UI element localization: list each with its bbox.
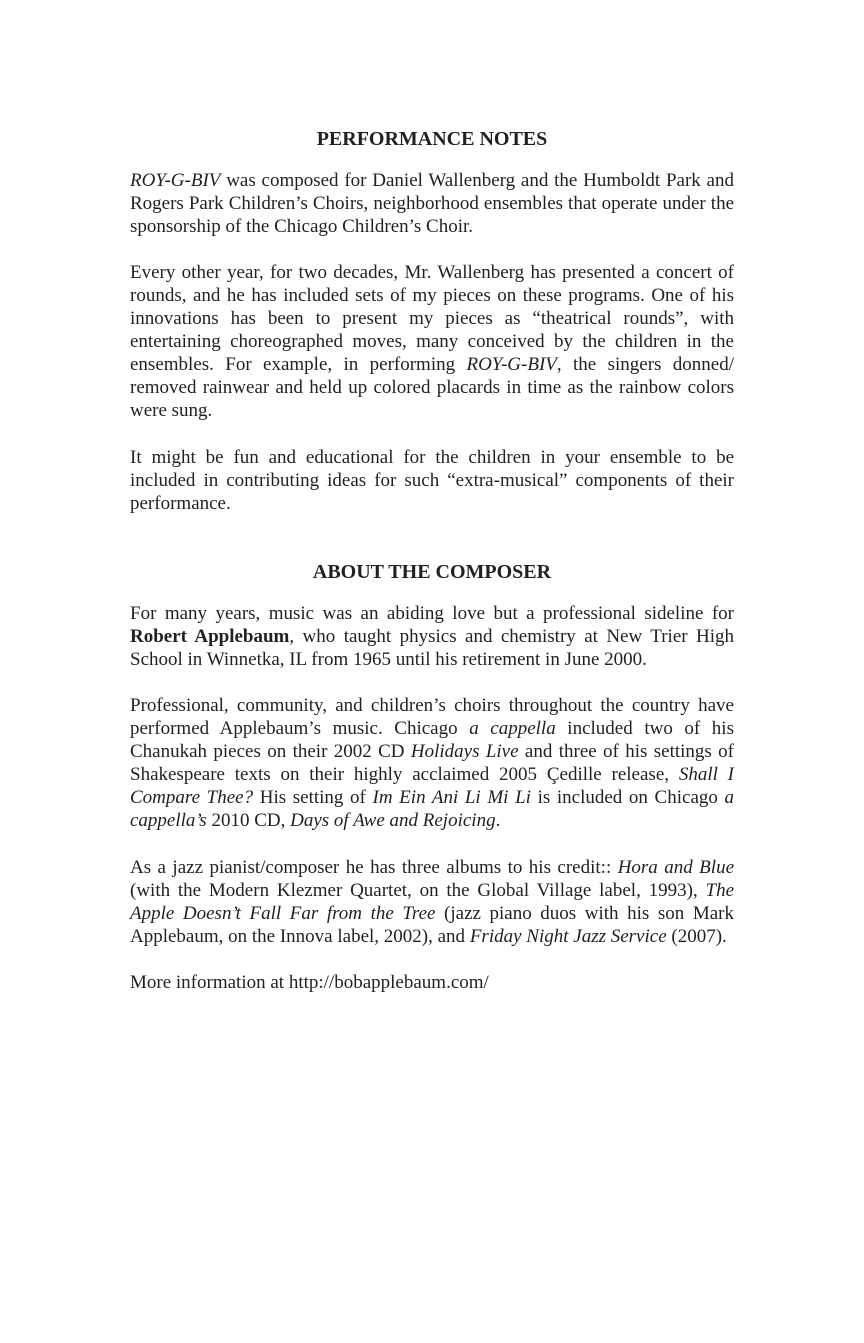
text-segment: (jazz piano duos with his son Mark Applebaum, on the Innova label, 2002), and xyxy=(130,903,734,947)
paragraph xyxy=(130,856,734,948)
italic-text: ROY-G-BIV xyxy=(466,354,557,375)
text-segment: . xyxy=(495,810,501,831)
text-segment: It might be fun and educational for the children in your ensemble to be included in contributing ideas for such “extra-musical” components of their performance. xyxy=(130,447,734,514)
italic-text: Days of Awe and Rejoicing xyxy=(290,810,496,831)
text-segment: His setting of xyxy=(253,787,373,808)
italic-text: a cappella xyxy=(469,718,556,739)
italic-text: Friday Night Jazz Service xyxy=(469,926,667,947)
paragraph xyxy=(130,446,734,515)
text-segment: is included on Chicago xyxy=(530,787,725,808)
text-segment: , the singers donned/ removed rainwear and held up colored placards in time as the rainbow colors were sung. xyxy=(130,354,734,421)
italic-text: a cappella’s xyxy=(130,787,735,831)
italic-text: Im Ein Ani Li Mi Li xyxy=(372,787,531,808)
text-segment: (with the Modern Klezmer Quartet, on the Global Village label, 1993), xyxy=(130,880,706,901)
text-segment: More information at http://bobapplebaum.com/ xyxy=(130,972,489,993)
paragraph xyxy=(130,261,734,422)
text-segment: For many years, music was an abiding love but a professional sideline for xyxy=(130,603,734,624)
paragraph xyxy=(130,971,734,994)
paragraph xyxy=(130,602,734,671)
italic-text: The Apple Doesn’t Fall Far from the Tree xyxy=(130,880,734,924)
italic-text: Holidays Live xyxy=(410,741,519,762)
paragraph xyxy=(130,694,734,832)
text-segment: was composed for Daniel Wallenberg and the Humboldt Park and Rogers Park Children’s Choirs, neighborhood ensembles that operate under the sponsorship of the Chicago Children’s Choir. xyxy=(130,170,734,237)
text-segment: , who taught physics and chemistry at New Trier High School in Winnetka, IL from 1965 until his retirement in June 2000. xyxy=(130,626,734,670)
performance-notes-heading: PERFORMANCE NOTES xyxy=(316,128,548,150)
text-segment: Every other year, for two decades, Mr. Wallenberg has presented a concert of rounds, and he has included sets of my pieces on these programs. One of his innovations has been to present my pieces as “theatrical rounds”, with entertaining choreographed moves, many conceived by the children in the ensembles. For example, in performing xyxy=(130,262,734,375)
italic-text: ROY-G-BIV xyxy=(130,170,221,191)
bold-text: Robert Applebaum xyxy=(130,626,290,647)
text-segment: included two of his Chanukah pieces on their 2002 CD xyxy=(130,718,734,762)
text-segment: 2010 CD, xyxy=(206,810,291,831)
italic-text: Shall I Compare Thee? xyxy=(130,764,735,808)
text-segment: and three of his settings of Shakespeare texts on their highly acclaimed 2005 Çedille release, xyxy=(130,741,734,785)
text-segment: Professional, community, and children’s choirs throughout the country have performed Applebaum’s music. Chicago xyxy=(130,695,734,739)
about-composer-heading: ABOUT THE COMPOSER xyxy=(312,561,552,583)
paragraph xyxy=(130,169,734,238)
text-segment: (2007). xyxy=(666,926,727,947)
italic-text: Hora and Blue xyxy=(617,857,735,878)
text-segment: As a jazz pianist/composer he has three albums to his credit:: xyxy=(130,857,618,878)
